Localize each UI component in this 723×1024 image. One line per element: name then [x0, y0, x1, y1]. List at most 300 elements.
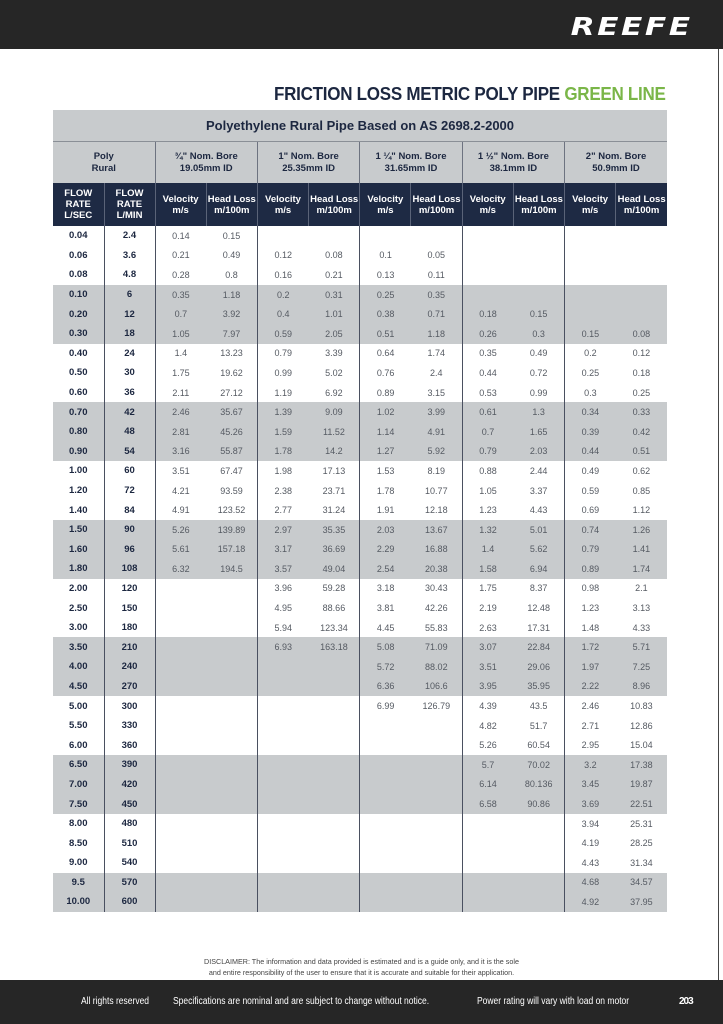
velocity-cell: 5.61 — [155, 540, 206, 560]
head-loss-cell — [411, 833, 462, 853]
velocity-cell — [565, 265, 616, 285]
table-row — [53, 481, 667, 501]
table-row — [53, 775, 667, 795]
flow-rate-lmin-cell: 12 — [104, 304, 155, 324]
flow-rate-lmin-cell: 24 — [104, 344, 155, 364]
head-loss-cell: 0.21 — [325, 269, 343, 280]
velocity-cell — [462, 892, 513, 912]
head-loss-cell: 60.54 — [527, 740, 550, 751]
velocity-cell: 5.72 — [360, 657, 411, 677]
head-loss-cell — [206, 618, 257, 638]
flow-rate-lmin-cell: 6 — [104, 285, 155, 305]
head-loss-cell — [206, 696, 257, 716]
velocity-cell: 1.27 — [360, 442, 411, 462]
flow-rate-lsec-cell: 0.60 — [69, 387, 88, 399]
velocity-cell: 1.59 — [257, 422, 308, 442]
head-loss-cell: 3.15 — [427, 387, 446, 398]
velocity-cell — [462, 833, 513, 853]
head-loss-cell: 0.33 — [616, 402, 667, 422]
velocity-cell — [155, 892, 206, 912]
head-loss-cell: 0.71 — [411, 304, 462, 324]
head-loss-cell: 1.65 — [513, 422, 564, 442]
head-loss-cell: 123.34 — [320, 622, 348, 633]
velocity-cell: 3.16 — [155, 442, 206, 462]
velocity-cell: 0.69 — [565, 500, 616, 520]
table-row — [53, 833, 667, 853]
head-loss-cell: 0.85 — [632, 485, 651, 496]
velocity-cell: 2.46 — [565, 696, 616, 716]
head-loss-cell: 28.25 — [630, 838, 653, 849]
velocity-cell: 0.98 — [565, 579, 616, 599]
head-loss-cell: 29.06 — [513, 657, 564, 677]
column-header-line-1: Velocity — [367, 193, 404, 205]
head-loss-cell: 1.41 — [616, 540, 667, 560]
velocity-cell: 1.58 — [462, 559, 513, 579]
velocity-cell: 4.19 — [565, 833, 616, 853]
velocity-cell — [462, 246, 513, 266]
group-header-pipe-size — [257, 142, 359, 183]
table-row — [53, 755, 667, 775]
flow-rate-lsec-cell: 3.50 — [53, 637, 104, 657]
head-loss-cell: 0.15 — [222, 230, 241, 241]
head-loss-cell — [206, 814, 257, 834]
head-loss-cell: 13.23 — [220, 348, 243, 359]
velocity-cell: 1.4 — [462, 540, 513, 560]
table-row — [53, 461, 667, 481]
column-header-line-1: Velocity — [572, 193, 609, 205]
group-header-pipe-size — [462, 142, 564, 183]
flow-rate-lsec-cell: 0.08 — [69, 269, 88, 281]
velocity-cell: 3.2 — [565, 755, 616, 775]
flow-rate-lmin-cell: 480 — [104, 814, 155, 834]
flow-rate-lsec-cell: 1.40 — [69, 504, 88, 516]
table-row — [53, 814, 667, 834]
head-loss-cell: 23.71 — [322, 485, 346, 496]
group-header-line-2: 50.9mm ID — [592, 162, 640, 174]
head-loss-cell: 3.13 — [632, 603, 651, 614]
velocity-cell: 1.98 — [257, 461, 308, 481]
flow-rate-lmin-cell: 570 — [104, 873, 155, 893]
flow-rate-lmin-cell: 36 — [104, 383, 155, 403]
page-title-main: FRICTION LOSS METRIC POLY PIPE — [274, 83, 565, 104]
head-loss-cell: 6.92 — [325, 387, 343, 398]
head-loss-cell: 5.02 — [325, 367, 343, 378]
velocity-cell: 6.36 — [360, 677, 411, 697]
head-loss-cell — [206, 598, 257, 618]
velocity-cell: 0.64 — [360, 344, 411, 364]
head-loss-cell: 0.72 — [529, 367, 548, 378]
column-header-line-1: FLOW — [115, 188, 144, 199]
velocity-cell — [565, 246, 616, 266]
velocity-cell — [360, 794, 411, 814]
velocity-cell: 0.44 — [462, 363, 513, 383]
velocity-cell: 0.12 — [257, 246, 308, 266]
head-loss-cell: 1.26 — [616, 520, 667, 540]
column-header-head-loss — [616, 183, 667, 226]
group-header-line-1: 1" Nom. Bore — [278, 150, 339, 162]
group-header-line-1: 1 ¼" Nom. Bore — [375, 150, 447, 162]
velocity-cell: 1.23 — [462, 500, 513, 520]
velocity-cell: 2.77 — [257, 500, 308, 520]
table-row — [53, 500, 667, 520]
velocity-cell: 1.53 — [360, 461, 411, 481]
velocity-cell: 0.34 — [565, 402, 616, 422]
flow-rate-lsec-cell: 6.50 — [53, 755, 104, 775]
flow-rate-lsec-cell: 1.00 — [69, 465, 88, 477]
velocity-cell — [257, 716, 308, 736]
head-loss-cell: 15.04 — [630, 740, 653, 751]
head-loss-cell: 2.03 — [513, 442, 564, 462]
head-loss-cell: 5.01 — [513, 520, 564, 540]
flow-rate-lmin-cell: 330 — [104, 716, 155, 736]
head-loss-cell: 0.31 — [309, 285, 360, 305]
head-loss-cell: 0.62 — [632, 465, 651, 476]
velocity-cell — [155, 873, 206, 893]
head-loss-cell: 0.12 — [632, 348, 651, 359]
table-row — [53, 618, 667, 638]
velocity-cell: 0.59 — [565, 481, 616, 501]
head-loss-cell: 90.86 — [513, 794, 564, 814]
velocity-cell: 1.78 — [257, 442, 308, 462]
column-header-line-2: m/100m — [623, 204, 660, 216]
head-loss-cell: 5.92 — [411, 442, 462, 462]
velocity-cell — [462, 873, 513, 893]
flow-rate-lsec-cell: 9.00 — [69, 857, 88, 869]
velocity-cell: 5.94 — [257, 618, 308, 638]
velocity-cell: 0.2 — [257, 285, 308, 305]
head-loss-cell — [309, 853, 360, 873]
flow-rate-lmin-cell: 108 — [104, 559, 155, 579]
velocity-cell — [155, 716, 206, 736]
flow-rate-lsec-cell: 0.80 — [53, 422, 104, 442]
velocity-cell: 1.23 — [565, 598, 616, 618]
velocity-cell: 0.3 — [565, 383, 616, 403]
table-row — [53, 579, 667, 599]
velocity-cell: 2.38 — [257, 481, 308, 501]
column-header-line-2: m/s — [581, 204, 599, 216]
velocity-cell: 2.54 — [360, 559, 411, 579]
page-title-accent: GREEN LINE — [564, 83, 666, 104]
head-loss-cell — [411, 226, 462, 246]
head-loss-cell: 6.94 — [513, 559, 564, 579]
velocity-cell: 0.18 — [462, 304, 513, 324]
table-row — [53, 363, 667, 383]
velocity-cell — [360, 892, 411, 912]
head-loss-cell — [513, 226, 564, 246]
table-row — [53, 696, 667, 716]
column-header-line-2: m/100m — [521, 204, 557, 216]
head-loss-cell: 3.37 — [529, 485, 548, 496]
velocity-cell: 3.18 — [360, 579, 411, 599]
velocity-cell: 1.4 — [155, 344, 206, 364]
flow-rate-lmin-cell: 30 — [104, 363, 155, 383]
friction-loss-table — [53, 142, 667, 912]
head-loss-cell: 59.28 — [322, 583, 346, 594]
head-loss-cell: 0.49 — [529, 348, 548, 359]
head-loss-cell: 37.95 — [616, 892, 667, 912]
velocity-cell: 2.81 — [155, 422, 206, 442]
footer-specs-notice: Specifications are nominal and are subject to change without notice. — [173, 996, 430, 1007]
flow-rate-lmin-cell: 210 — [104, 637, 155, 657]
flow-rate-lmin-cell: 510 — [104, 833, 155, 853]
velocity-cell — [155, 579, 206, 599]
head-loss-cell: 11.52 — [309, 422, 360, 442]
table-row — [53, 873, 667, 893]
velocity-cell: 3.57 — [257, 559, 308, 579]
flow-rate-lmin-cell: 54 — [104, 442, 155, 462]
velocity-cell: 2.19 — [462, 598, 513, 618]
head-loss-cell — [411, 794, 462, 814]
group-header-line-1: ¾" Nom. Bore — [174, 150, 238, 162]
flow-rate-lsec-cell: 0.90 — [53, 442, 104, 462]
head-loss-cell — [309, 226, 360, 246]
velocity-cell: 3.17 — [257, 540, 308, 560]
head-loss-cell: 157.18 — [206, 540, 257, 560]
head-loss-cell: 22.51 — [616, 794, 667, 814]
velocity-cell: 0.38 — [360, 304, 411, 324]
velocity-cell: 0.7 — [155, 304, 206, 324]
velocity-cell: 2.11 — [155, 383, 206, 403]
head-loss-cell: 7.25 — [616, 657, 667, 677]
velocity-cell: 4.92 — [565, 892, 616, 912]
head-loss-cell: 49.04 — [309, 559, 360, 579]
head-loss-cell: 55.87 — [206, 442, 257, 462]
flow-rate-lsec-cell: 7.00 — [53, 775, 104, 795]
head-loss-cell: 13.67 — [411, 520, 462, 540]
velocity-cell — [257, 873, 308, 893]
velocity-cell: 1.75 — [155, 363, 206, 383]
velocity-cell — [360, 755, 411, 775]
velocity-cell — [257, 814, 308, 834]
head-loss-cell — [616, 226, 667, 246]
velocity-cell: 3.96 — [257, 579, 308, 599]
column-header-line-2: m/100m — [418, 204, 455, 216]
head-loss-cell — [309, 892, 360, 912]
table-row — [53, 442, 667, 462]
velocity-cell: 3.95 — [462, 677, 513, 697]
table-row — [53, 598, 667, 618]
footer-power-notice: Power rating will vary with load on motor — [477, 996, 630, 1007]
velocity-cell: 1.05 — [462, 481, 513, 501]
flow-rate-lmin-cell: 150 — [104, 598, 155, 618]
head-loss-cell — [411, 735, 462, 755]
velocity-cell: 1.72 — [565, 637, 616, 657]
head-loss-cell: 45.26 — [206, 422, 257, 442]
top-bar — [0, 0, 723, 49]
head-loss-cell: 20.38 — [411, 559, 462, 579]
velocity-cell — [360, 853, 411, 873]
head-loss-cell: 10.83 — [630, 701, 653, 712]
velocity-cell: 1.48 — [565, 618, 616, 638]
velocity-cell: 0.1 — [360, 246, 411, 266]
column-header-line-1: FLOW — [64, 188, 93, 199]
velocity-cell: 3.45 — [565, 775, 616, 795]
head-loss-cell: 2.05 — [309, 324, 360, 344]
group-header-line-1: 1 ½" Nom. Bore — [477, 150, 549, 162]
velocity-cell: 1.19 — [257, 383, 308, 403]
page-number: 203 — [679, 996, 693, 1007]
flow-rate-lsec-cell: 1.60 — [53, 540, 104, 560]
table-row — [53, 637, 667, 657]
velocity-cell: 0.16 — [257, 265, 308, 285]
head-loss-cell: 4.91 — [411, 422, 462, 442]
head-loss-cell: 0.18 — [632, 367, 651, 378]
flow-rate-lsec-cell: 4.50 — [53, 677, 104, 697]
head-loss-cell: 88.66 — [322, 603, 346, 614]
velocity-cell — [360, 716, 411, 736]
head-loss-cell: 9.09 — [309, 402, 360, 422]
head-loss-cell — [309, 873, 360, 893]
head-loss-cell — [411, 892, 462, 912]
head-loss-cell — [513, 853, 564, 873]
head-loss-cell: 17.31 — [527, 622, 550, 633]
head-loss-cell: 5.71 — [616, 637, 667, 657]
head-loss-cell: 0.08 — [325, 250, 343, 261]
velocity-cell: 0.14 — [155, 226, 206, 246]
flow-rate-lmin-cell: 3.6 — [104, 246, 155, 266]
flow-rate-lmin-cell: 18 — [104, 324, 155, 344]
velocity-cell — [462, 853, 513, 873]
velocity-cell — [155, 794, 206, 814]
column-header-line-2: m/100m — [214, 204, 250, 216]
head-loss-cell — [206, 579, 257, 599]
head-loss-cell: 30.43 — [425, 583, 448, 594]
flow-rate-lsec-cell: 4.00 — [53, 657, 104, 677]
velocity-cell — [155, 657, 206, 677]
head-loss-cell: 126.79 — [422, 701, 451, 712]
flow-rate-lsec-cell: 3.00 — [69, 622, 88, 634]
head-loss-cell — [206, 657, 257, 677]
velocity-cell: 2.71 — [565, 716, 616, 736]
head-loss-cell — [206, 755, 257, 775]
flow-rate-lmin-cell: 450 — [104, 794, 155, 814]
column-header-line-3: L/MIN — [116, 210, 143, 221]
head-loss-cell: 71.09 — [411, 637, 462, 657]
flow-rate-lmin-cell: 600 — [104, 892, 155, 912]
column-header-line-2: m/100m — [316, 204, 352, 216]
column-header-head-loss — [513, 183, 564, 226]
flow-rate-lsec-cell: 8.00 — [69, 818, 88, 830]
velocity-cell: 6.14 — [462, 775, 513, 795]
velocity-cell — [462, 285, 513, 305]
head-loss-cell: 1.74 — [616, 559, 667, 579]
flow-rate-lsec-cell: 0.06 — [69, 249, 88, 261]
table-row — [53, 559, 667, 579]
head-loss-cell: 0.08 — [616, 324, 667, 344]
flow-rate-lsec-cell: 0.10 — [53, 285, 104, 305]
velocity-cell: 0.89 — [360, 383, 411, 403]
head-loss-cell: 4.33 — [632, 622, 651, 633]
velocity-cell: 0.25 — [360, 285, 411, 305]
velocity-cell — [257, 892, 308, 912]
head-loss-cell — [206, 794, 257, 814]
flow-rate-lmin-cell: 84 — [104, 500, 155, 520]
head-loss-cell: 19.87 — [616, 775, 667, 795]
velocity-cell: 0.2 — [565, 344, 616, 364]
velocity-cell: 3.51 — [462, 657, 513, 677]
table-row — [53, 657, 667, 677]
column-header-line-2: RATE — [65, 199, 91, 210]
flow-rate-lmin-cell: 90 — [104, 520, 155, 540]
column-header-velocity — [257, 183, 308, 226]
head-loss-cell — [206, 716, 257, 736]
head-loss-cell — [411, 853, 462, 873]
velocity-cell: 4.82 — [462, 716, 513, 736]
velocity-cell: 0.44 — [565, 442, 616, 462]
head-loss-cell: 67.47 — [220, 465, 243, 476]
velocity-cell — [257, 735, 308, 755]
head-loss-cell: 31.34 — [630, 857, 653, 868]
flow-rate-lmin-cell: 360 — [104, 735, 155, 755]
velocity-cell: 0.59 — [257, 324, 308, 344]
velocity-cell: 4.95 — [257, 598, 308, 618]
head-loss-cell: 42.26 — [425, 603, 448, 614]
head-loss-cell: 14.2 — [309, 442, 360, 462]
head-loss-cell — [309, 833, 360, 853]
flow-rate-lsec-cell: 5.00 — [69, 700, 88, 712]
head-loss-cell — [206, 637, 257, 657]
head-loss-cell: 55.83 — [425, 622, 448, 633]
velocity-cell — [155, 696, 206, 716]
velocity-cell: 5.7 — [462, 755, 513, 775]
head-loss-cell: 194.5 — [206, 559, 257, 579]
column-header-line-2: m/s — [274, 204, 292, 216]
head-loss-cell: 0.25 — [632, 387, 651, 398]
head-loss-cell: 2.4 — [430, 367, 443, 378]
flow-rate-lsec-cell: 9.5 — [53, 873, 104, 893]
velocity-cell: 0.35 — [155, 285, 206, 305]
table-row — [53, 520, 667, 540]
head-loss-cell — [309, 657, 360, 677]
velocity-cell: 0.28 — [155, 265, 206, 285]
head-loss-cell — [206, 775, 257, 795]
friction-loss-table-container — [53, 110, 667, 912]
head-loss-cell: 2.1 — [635, 583, 648, 594]
flow-rate-lmin-cell: 300 — [104, 696, 155, 716]
flow-rate-lsec-cell: 0.70 — [53, 402, 104, 422]
disclaimer — [0, 956, 723, 978]
velocity-cell: 5.08 — [360, 637, 411, 657]
flow-rate-lmin-cell: 270 — [104, 677, 155, 697]
head-loss-cell: 139.89 — [206, 520, 257, 540]
velocity-cell — [360, 226, 411, 246]
table-caption: Polyethylene Rural Pipe Based on AS 2698.2-2000 — [53, 110, 667, 142]
disclaimer-line-2: and entire responsibility of the user to ensure that it is accurate and suitable for their application. — [208, 968, 515, 977]
velocity-cell — [257, 794, 308, 814]
velocity-cell: 2.22 — [565, 677, 616, 697]
flow-rate-lmin-cell: 390 — [104, 755, 155, 775]
head-loss-cell: 1.3 — [513, 402, 564, 422]
column-header-velocity — [565, 183, 616, 226]
velocity-cell — [360, 814, 411, 834]
velocity-cell — [257, 657, 308, 677]
flow-rate-lsec-cell: 0.20 — [53, 304, 104, 324]
head-loss-cell — [309, 814, 360, 834]
group-header-pipe-size — [360, 142, 462, 183]
head-loss-cell: 12.48 — [527, 603, 550, 614]
head-loss-cell — [411, 873, 462, 893]
velocity-cell: 4.68 — [565, 873, 616, 893]
head-loss-cell: 35.67 — [206, 402, 257, 422]
column-header-head-loss — [411, 183, 462, 226]
head-loss-cell: 88.02 — [411, 657, 462, 677]
head-loss-cell — [411, 755, 462, 775]
head-loss-cell — [513, 285, 564, 305]
velocity-cell — [360, 735, 411, 755]
velocity-cell: 0.35 — [462, 344, 513, 364]
head-loss-cell: 0.99 — [529, 387, 548, 398]
head-loss-cell: 0.51 — [616, 442, 667, 462]
